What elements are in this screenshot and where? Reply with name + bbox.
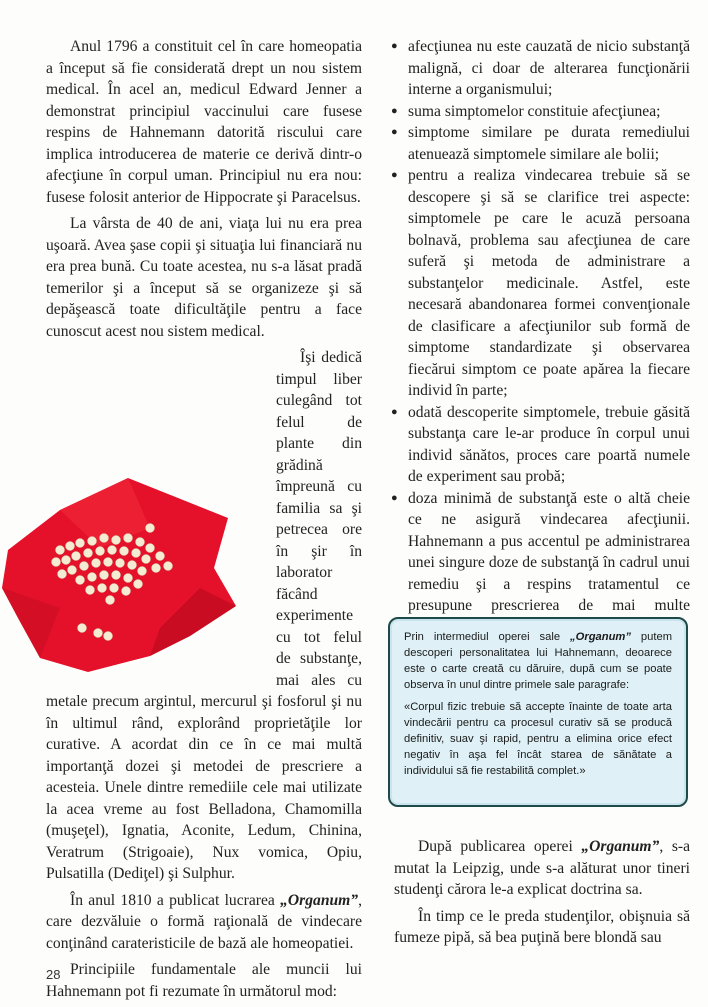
- list-item: ● afecţiunea nu este cauzată de nicio substanţă malignă, ci doar de alterarea funcţionării interne a organismului;: [394, 36, 690, 101]
- paragraph-age-40: La vârsta de 40 de ani, viaţa lui nu era prea uşoară. Avea şase copii şi situaţia lui financiară nu era prea bună. Cu toate acestea, nu s-a lăsat pradă temerilor şi a început să se organizeze şi să depăşească toate dificultăţile pentru a face cunoscut acest nou sistem medical.: [46, 215, 362, 340]
- list-item: ● doza minimă de substanţă este o altă cheie ce ne asigură vindecarea afecţiunii. Hahnemann a pus accentul pe administrarea unei singure doze de substanţă în cadrul unui remediu şi a respins tratamentul ce presupune prescrierea de mai multe: [394, 488, 690, 639]
- list-item: ● suma simptomelor constituie afecţiunea;: [394, 101, 690, 123]
- paragraph-experiments: Îşi dedică timpul liber culegând tot felul de plante din grădină împreună cu familia sa şi petrecea ore în şir în laborator făcând experimente cu tot felul de substanţe, mai ales cu metale precum argintul, mercurul şi fosforul şi nu în ultimul rând, explorând proprietăţile lor curative. A acordat din ce în ce mai multă importanţă dozei şi metodei de prescriere a acesteia. Unele dintre remediile cele mai utilizate la acea vreme au fost Belladona, Chamomilla (muşeţel), Ignatia, Aconite, Ledum, Chinina, Veratrum (Strigoaie), Nux vomica, Opiu, Pulsatilla (Dediţel) şi Sulphur.: [46, 349, 362, 882]
- paragraph-organum-1810: În anul 1810 a publicat lucrarea „Organum”, care dezvăluie o formă raţională de vindecare conţinând carateristicile de bază ale homeopatiei.: [46, 891, 362, 952]
- list-item: ● simptome similare pe durata remediului atenuează simptomele similare ale bolii;: [394, 122, 690, 165]
- homeopathic-pills-photo: [0, 458, 240, 683]
- principles-list: [394, 36, 690, 638]
- right-column: [394, 36, 690, 638]
- page-number: 28: [46, 967, 61, 982]
- paragraph-leipzig: După publicarea operei „Organum”, s-a mutat la Leipzig, unde s-a alăturat unor tineri studenţi cărora le-a explicat doctrina sa.: [394, 838, 690, 898]
- right-column-continued: [394, 836, 690, 954]
- list-item: ● odată descoperite simptomele, trebuie găsită substanţa care le-ar produce în corpul unui individ sănătos, proces care poartă numele de experiment sau probă;: [394, 402, 690, 488]
- list-item: ● pentru a realiza vindecarea trebuie să se descopere şi să se clarifice trei aspecte: simptomele pe care le acuză persoana bolnavă, problema sau afecţiunea de care suferă şi metoda de administrare a substanţelor medicinale. Astfel, este necesară abandonarea formei convenţionale de clasificare a afecţiunilor sub formă de simptome standardizate şi observarea fiecărui simptom ce poate apărea la fiecare individ în parte;: [394, 165, 690, 402]
- paragraph-principles-intro: Principiile fundamentale ale muncii lui Hahnemann pot fi rezumate în următorul mod:: [46, 961, 362, 1000]
- info-box-intro: Prin intermediul operei sale „Organum” putem descoperi personalitatea lui Hahnemann, deoarece este o carte creată cu dăruire, după cum se poate observa în unul dintre primele sale paragrafe:: [404, 631, 673, 691]
- info-box-quote: «Corpul fizic trebuie să accepte înainte de toate arta vindecării pentru ca procesul curativ să se producă definitiv, suav şi rapid, pentru a elimina orice efect negativ în aşa fel încât starea de sănătate a individului să fie restabilită complet.»: [404, 701, 672, 777]
- paragraph-1796: Anul 1796 a constituit cel în care homeopatia a început să fie considerată drept un nou sistem medical. În acel an, medicul Edward Jenner a demonstrat principiul vaccinului care fusese respins de Hahnemann datorită riscului care implica introducerea de materie ce derivă dintr-o afecţiune în corpul uman. Principiul nu era nou: fusese folosit anterior de Hippocrate şi Paracelsus.: [46, 38, 362, 206]
- paragraph-teaching: În timp ce le preda studenţilor, obişnuia să fumeze pipă, să bea puţină bere blondă sau: [394, 907, 690, 946]
- organum-info-box: [388, 617, 688, 807]
